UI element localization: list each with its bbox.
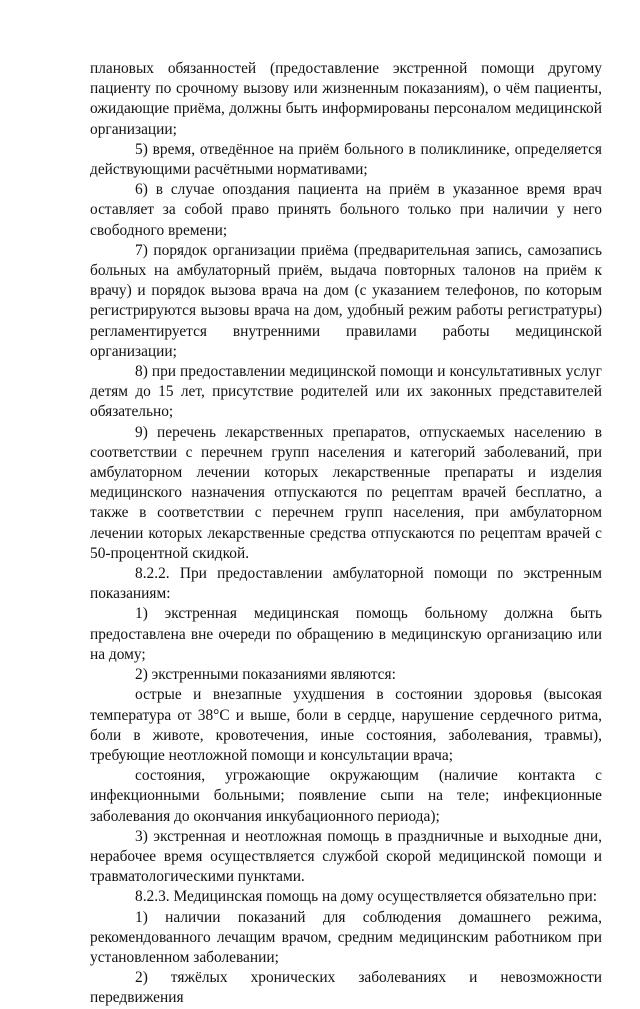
- paragraph-item-7: 7) порядок организации приёма (предварительная запись, самозапись больных на амбулаторный приём, выдача повторных талонов на приём к врачу) и порядок вызова врача на дом (с указанием телефонов, по которым регистрируются вызовы врача на дом, удобный режим работы регистратуры) регламентируется внутренними правилами работы медицинской организации;: [90, 241, 602, 360]
- paragraph-item-8: 8) при предоставлении медицинской помощи и консультативных услуг детям до 15 лет, присутствие родителей или их законных представителей обязательно;: [90, 363, 602, 421]
- paragraph-home-care-1: 1) наличии показаний для соблюдения домашнего режима, рекомендованного лечащим врачом, средним медицинским работником при установленном заболевании;: [90, 908, 602, 966]
- paragraph-threatening-conditions: состояния, угрожающие окружающим (наличие контакта с инфекционными больными; появление сыпи на теле; инфекционные заболевания до окончания инкубационного периода);: [90, 767, 602, 825]
- paragraph-item-6: 6) в случае опоздания пациента на приём в указанное время врач оставляет за собой право принять больного только при наличии у него свободного времени;: [90, 181, 602, 239]
- document-page: [90, 59, 602, 1009]
- paragraph-emergency-2: 2) экстренными показаниями являются:: [135, 666, 396, 684]
- paragraph-emergency-1: 1) экстренная медицинская помощь больному должна быть предоставлена вне очереди по обращению в медицинскую организацию или на дому;: [90, 605, 602, 663]
- paragraph-home-care-2: 2) тяжёлых хронических заболеваниях и невозможности передвижения: [90, 969, 602, 1007]
- section-8-2-3: 8.2.3. Медицинская помощь на дому осуществляется обязательно при:: [135, 888, 597, 906]
- paragraph-acute-conditions: острые и внезапные ухудшения в состоянии здоровья (высокая температура от 38°С и выше, боли в сердце, нарушение сердечного ритма, боли в животе, кровотечения, иные состояния, заболевания, травмы), требующие неотложной помощи и консультации врача;: [90, 686, 602, 764]
- paragraph-continuation: плановых обязанностей (предоставление экстренной помощи другому пациенту по срочному вызову или жизненным показаниям), о чём пациенты, ожидающие приёма, должны быть информированы персоналом медицинской организации;: [90, 60, 602, 138]
- paragraph-emergency-3: 3) экстренная и неотложная помощь в праздничные и выходные дни, нерабочее время осуществляется службой скорой медицинской помощи и травматологическими пунктами.: [90, 827, 602, 886]
- section-8-2-2: 8.2.2. При предоставлении амбулаторной помощи по экстренным показаниям:: [90, 565, 602, 603]
- paragraph-item-5: 5) время, отведённое на приём больного в поликлинике, определяется действующими расчётными нормативами;: [90, 140, 602, 179]
- paragraph-item-9: 9) перечень лекарственных препаратов, отпускаемых населению в соответствии с перечнем групп населения и категорий заболеваний, при амбулаторном лечении которых лекарственные препараты и изделия медицинского назначения отпускаются по рецептам врачей бесплатно, а также в соответствии с перечнем групп населения, при амбулаторном лечении которых лекарственные средства отпускаются по рецептам врачей с 50-процентной скидкой.: [90, 423, 602, 562]
